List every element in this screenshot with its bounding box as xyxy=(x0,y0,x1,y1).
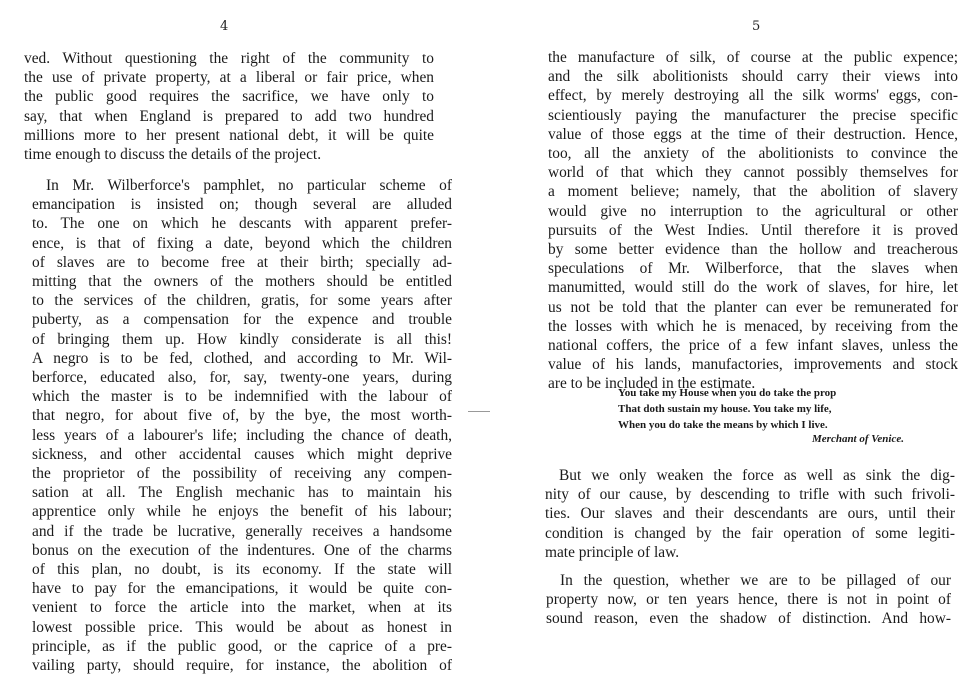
text-line: value of his lands, manufactories, improvements and stock xyxy=(548,356,958,374)
text-line: value of those eggs at the time of their destruction. Hence, xyxy=(548,125,958,143)
text-line: speculations of Mr. Wilberforce, that the slaves when xyxy=(548,260,958,278)
quote-attribution: Merchant of Venice. xyxy=(812,433,904,445)
text-line: mate principle of law. xyxy=(545,543,680,561)
quote-line: That doth sustain my house. You take my life, xyxy=(618,403,832,415)
text-line: sound reason, even the shadow of distinction. And how- xyxy=(546,610,951,628)
text-line: the proprietor of the possibility of receiving any compen- xyxy=(32,465,452,483)
text-line: of bringing them up. How kindly considerate is all this! xyxy=(32,330,452,348)
text-line: berforce, educated also, for, say, twenty-one years, during xyxy=(32,369,452,387)
paragraph xyxy=(24,49,434,164)
gutter-mark xyxy=(468,411,490,412)
text-line: time enough to discuss the details of the project. xyxy=(24,146,322,164)
text-line: bonus on the execution of the indentures. One of the charms xyxy=(32,541,452,559)
text-line: that negro, for about five of, by the bye, the most worth- xyxy=(32,407,452,425)
text-line: have to pay for the emancipations, it would be quite con- xyxy=(32,580,452,598)
text-line: property now, or ten years hence, there is not in point of xyxy=(546,591,951,609)
epigraph-quote xyxy=(618,385,888,433)
text-line: In Mr. Wilberforce's pamphlet, no particular scheme of xyxy=(46,177,452,194)
text-line: ties. Our slaves and their descendants are ours, until their xyxy=(545,505,955,523)
text-line: the public good requires the sacrifice, we have only to xyxy=(24,88,434,106)
text-line: In the question, whether we are to be pillaged of our xyxy=(560,572,951,589)
text-line: apprentice only while he enjoys the benefit of his labour; xyxy=(32,503,452,521)
text-line: manumitted, would still do the work of slaves, for hire, let xyxy=(548,279,958,297)
quote-line: You take my House when you do take the prop xyxy=(618,387,837,399)
text-line: a moment believe; namely, that the abolition of slavery xyxy=(548,183,958,201)
text-line: too, all the anxiety of the abolitionists to convince the xyxy=(548,145,958,163)
paragraph xyxy=(546,571,951,629)
text-line: and if the trade be lucrative, generally receives a handsome xyxy=(32,522,452,540)
text-line: of slaves are to become free at their birth; specially ad- xyxy=(32,253,452,271)
text-line: world of that which they cannot possibly themselves for xyxy=(548,164,958,182)
text-line: ence, is that of fixing a date, beyond which the children xyxy=(32,234,452,252)
text-line: which the master is to be indemnified with the labour of xyxy=(32,388,452,406)
text-line: lowest possible price. This would be about as honest in xyxy=(32,618,452,636)
text-line: venient to force the article into the market, when at its xyxy=(32,599,452,617)
paragraph xyxy=(32,176,452,675)
text-line: effect, by merely destroying all the silk worms' eggs, con- xyxy=(548,87,958,105)
text-line: emancipation is insisted on; though several are alluded xyxy=(32,196,452,214)
text-line: vailing party, should require, for instance, the abolition of xyxy=(32,657,452,675)
text-line: pursuits of the West Indies. Until therefore it is proved xyxy=(548,221,958,239)
text-line: and the silk abolitionists should carry their views into xyxy=(548,68,958,86)
right-page xyxy=(490,0,980,661)
text-line: the manufacture of silk, of course at the public expence; xyxy=(548,49,958,66)
text-line: less years of a labourer's life; including the chance of death, xyxy=(32,426,452,444)
text-line: millions more to her present national debt, it will be quite xyxy=(24,126,434,144)
text-line: sation at all. The English mechanic has to maintain his xyxy=(32,484,452,502)
text-line: sickness, and other accidental causes which might deprive xyxy=(32,445,452,463)
text-line: A negro is to be fed, clothed, and according to Mr. Wil- xyxy=(32,349,452,367)
page-number: 5 xyxy=(752,19,761,34)
text-line: the use of private property, at a liberal or fair price, when xyxy=(24,69,434,87)
text-line: principle, as if the public good, or the caprice of a pre- xyxy=(32,637,452,655)
text-line: But we only weaken the force as well as sink the dig- xyxy=(559,467,955,484)
text-line: nity of our cause, by descending to trifle with such frivoli- xyxy=(545,486,955,504)
text-line: ved. Without questioning the right of the community to xyxy=(24,50,434,67)
text-line: to the services of the children, gratis, for some years after xyxy=(32,292,452,310)
text-line: national coffers, the price of a few infant slaves, unless the xyxy=(548,337,958,355)
text-line: are to be included in the estimate. xyxy=(548,375,756,393)
text-line: condition is changed by the fair operation of some legiti- xyxy=(545,524,955,542)
text-line: of this plan, no doubt, is its economy. If the state will xyxy=(32,561,452,579)
quote-line: When you do take the means by which I live. xyxy=(618,419,828,431)
text-line: say, that when England is prepared to add two hundred xyxy=(24,107,434,125)
text-line: scientiously paying the manufacturer the precise specific xyxy=(548,106,958,124)
paragraph xyxy=(545,466,955,562)
page-number: 4 xyxy=(220,19,229,34)
text-line: puberty, as a compensation for the expence and trouble xyxy=(32,311,452,329)
text-line: us not be told that the planter can ever be remunerated for xyxy=(548,298,958,316)
paragraph xyxy=(548,48,958,394)
text-line: mitting that the owners of the mothers should be entitled xyxy=(32,273,452,291)
text-line: by some better evidence than the hollow and treacherous xyxy=(548,241,958,259)
text-line: to. The one on which he descants with apparent prefer- xyxy=(32,215,452,233)
text-line: the losses with which he is menaced, by receiving from the xyxy=(548,317,958,335)
text-line: would give no interruption to the agricultural or other xyxy=(548,202,958,220)
